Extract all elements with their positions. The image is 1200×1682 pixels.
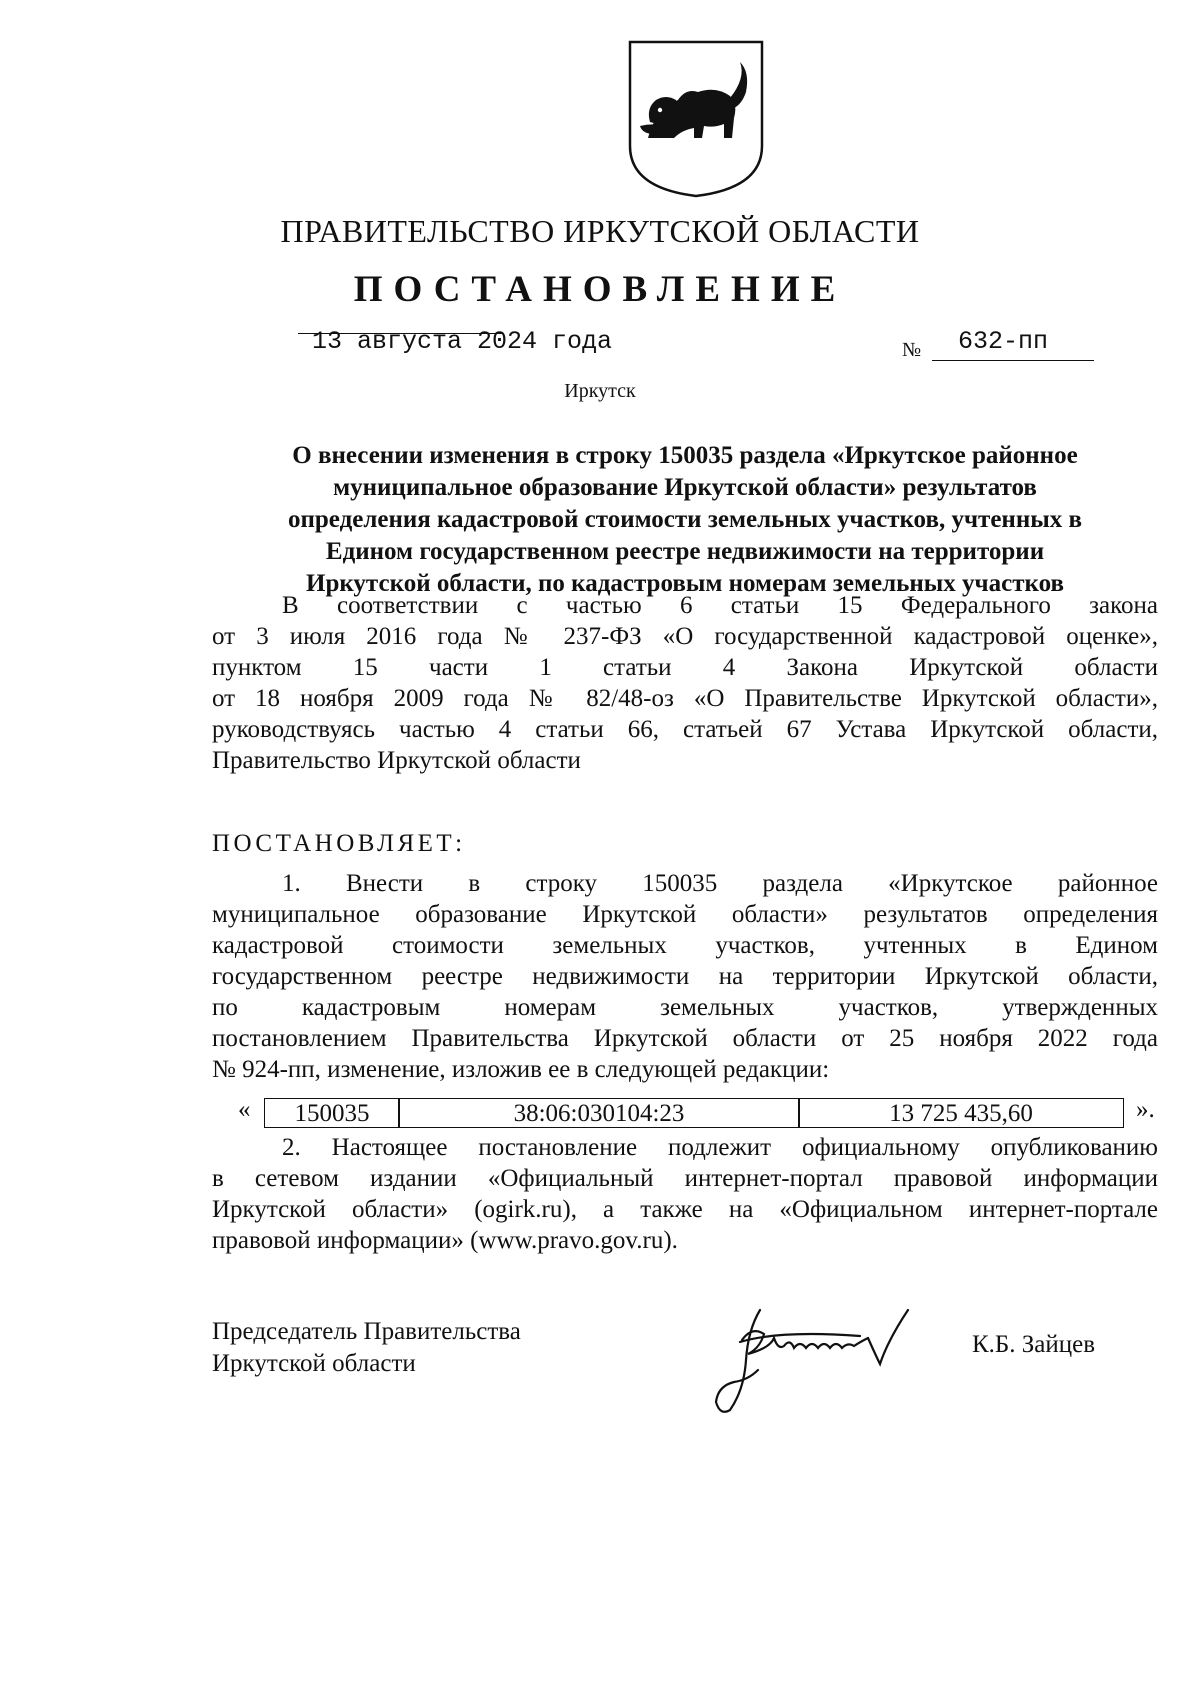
heading-line: определения кадастровой стоимости земельных участков, учтенных в bbox=[288, 506, 1082, 533]
position-line: Иркутской области bbox=[212, 1350, 416, 1377]
heading-line: муниципальное образование Иркутской области» результатов bbox=[333, 474, 1037, 501]
handwritten-signature bbox=[700, 1290, 960, 1420]
item-1-line: № 924-пп, изменение, изложив ее в следующей редакции: bbox=[212, 1056, 830, 1083]
city: Иркутск bbox=[564, 380, 636, 402]
item-2 bbox=[212, 1132, 1158, 1256]
item-2-line: в сетевом издании «Официальный интернет-портал правовой информации bbox=[212, 1165, 1158, 1192]
item-1-line: государственном реестре недвижимости на территории Иркутской области, bbox=[212, 963, 1158, 990]
close-quote: ». bbox=[1136, 1096, 1155, 1123]
item-1-line: кадастровой стоимости земельных участков, учтенных в Едином bbox=[212, 932, 1158, 959]
signer-name: К.Б. Зайцев bbox=[972, 1331, 1096, 1358]
preamble-line: В соответствии с частью 6 статьи 15 Федерального закона bbox=[282, 592, 1158, 619]
document-heading bbox=[220, 440, 1150, 600]
number-underline bbox=[932, 359, 1094, 361]
item-1 bbox=[212, 868, 1158, 1085]
preamble-line: руководствуясь частью 4 статьи 66, статьей 67 Устава Иркутской области, bbox=[212, 716, 1158, 743]
heading-line: Едином государственном реестре недвижимости на территории bbox=[325, 538, 1045, 565]
position-line: Председатель Правительства bbox=[212, 1318, 521, 1345]
item-2-line: правовой информации» (www.pravo.gov.ru). bbox=[212, 1227, 678, 1254]
decree-word: ПОСТАНОВЛЯЕТ: bbox=[212, 830, 466, 857]
table-cell-cadastral-value: 13 725 435,60 bbox=[798, 1098, 1124, 1128]
item-1-line: постановлением Правительства Иркутской области от 25 ноября 2022 года bbox=[212, 1025, 1158, 1052]
table-cell-line-number: 150035 bbox=[264, 1098, 400, 1128]
preamble-line: пунктом 15 части 1 статьи 4 Закона Иркутской области bbox=[212, 654, 1158, 681]
coat-of-arms-icon bbox=[626, 38, 766, 198]
heading-line: О внесении изменения в строку 150035 раздела «Иркутское районное bbox=[292, 442, 1078, 469]
item-1-line: по кадастровым номерам земельных участков, утвержденных bbox=[212, 994, 1158, 1021]
preamble bbox=[212, 590, 1158, 776]
item-1-line: муниципальное образование Иркутской области» результатов определения bbox=[212, 901, 1158, 928]
preamble-line: от 3 июля 2016 года № 237-ФЗ «О государственной кадастровой оценке», bbox=[212, 623, 1158, 650]
number-sign: № bbox=[902, 339, 922, 361]
table-cell-cadastral-number: 38:06:030104:23 bbox=[398, 1098, 800, 1128]
item-1-line: 1. Внести в строку 150035 раздела «Иркутское районное bbox=[282, 870, 1158, 897]
preamble-line: от 18 ноября 2009 года № 82/48-оз «О Правительстве Иркутской области», bbox=[212, 685, 1158, 712]
document-type: ПОСТАНОВЛЕНИЕ bbox=[353, 269, 847, 310]
open-quote: « bbox=[238, 1096, 251, 1123]
document-date: 13 августа 2024 года bbox=[312, 327, 613, 356]
document-number: 632-пп bbox=[958, 327, 1049, 356]
heading-line: Иркутской области, по кадастровым номерам земельных участков bbox=[306, 570, 1064, 597]
organization-title: ПРАВИТЕЛЬСТВО ИРКУТСКОЙ ОБЛАСТИ bbox=[280, 213, 920, 249]
item-2-line: 2. Настоящее постановление подлежит официальному опубликованию bbox=[282, 1134, 1158, 1161]
signatory-position bbox=[212, 1316, 521, 1380]
preamble-line: Правительство Иркутской области bbox=[212, 747, 581, 774]
item-2-line: Иркутской области» (ogirk.ru), а также на «Официальном интернет-портале bbox=[212, 1196, 1158, 1223]
